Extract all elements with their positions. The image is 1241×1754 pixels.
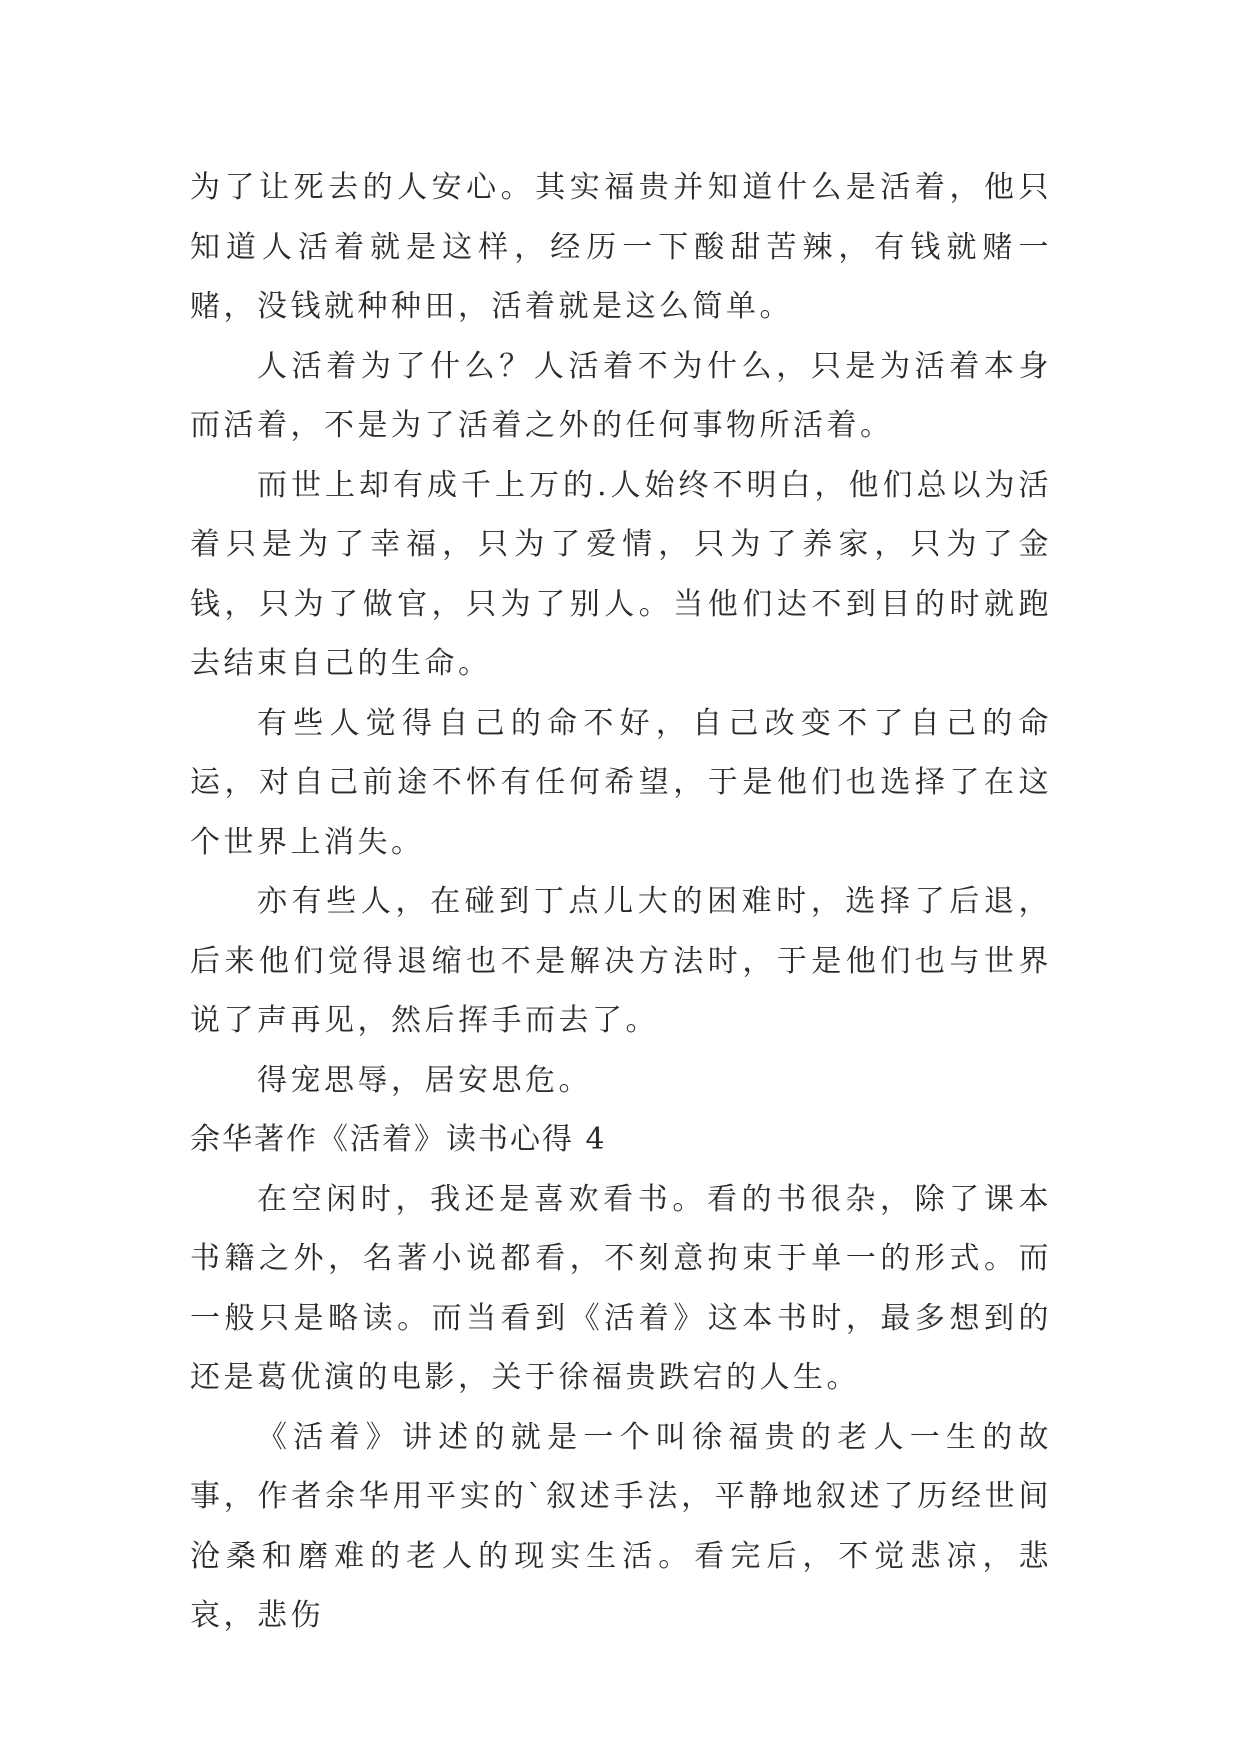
- paragraph: 人活着为了什么？人活着不为什么，只是为活着本身而活着，不是为了活着之外的任何事物所活着。: [190, 348, 1052, 443]
- paragraph: 在空闲时，我还是喜欢看书。看的书很杂，除了课本书籍之外，名著小说都看，不刻意拘束于单一的形式。而一般只是略读。而当看到《活着》这本书时，最多想到的还是葛优演的电影，关于徐福贵跌宕的人生。: [190, 1181, 1052, 1395]
- document-body: [190, 158, 1052, 1646]
- section-title: 余华著作《活着》读书心得 4: [190, 1122, 607, 1157]
- paragraph: 得宠思辱，居安思危。: [257, 1062, 592, 1098]
- paragraph: 而世上却有成千上万的.人始终不明白，他们总以为活着只是为了幸福，只为了爱情，只为了养家，只为了金钱，只为了做官，只为了别人。当他们达不到目的时就跑去结束自己的生命。: [190, 467, 1052, 681]
- paragraph: 有些人觉得自己的命不好，自己改变不了自己的命运，对自己前途不怀有任何希望，于是他们也选择了在这个世界上消失。: [190, 705, 1052, 860]
- paragraph: 亦有些人，在碰到丁点儿大的困难时，选择了后退，后来他们觉得退缩也不是解决方法时，于是他们也与世界说了声再见，然后挥手而去了。: [190, 884, 1052, 1038]
- paragraph-continuation: 为了让死去的人安心。其实福贵并知道什么是活着，他只知道人活着就是这样，经历一下酸甜苦辣，有钱就赌一赌，没钱就种种田，活着就是这么简单。: [190, 170, 1052, 324]
- paragraph: 《活着》讲述的就是一个叫徐福贵的老人一生的故事，作者余华用平实的`叙述手法，平静地叙述了历经世间沧桑和磨难的老人的现实生活。看完后，不觉悲凉，悲哀，悲伤: [190, 1419, 1052, 1633]
